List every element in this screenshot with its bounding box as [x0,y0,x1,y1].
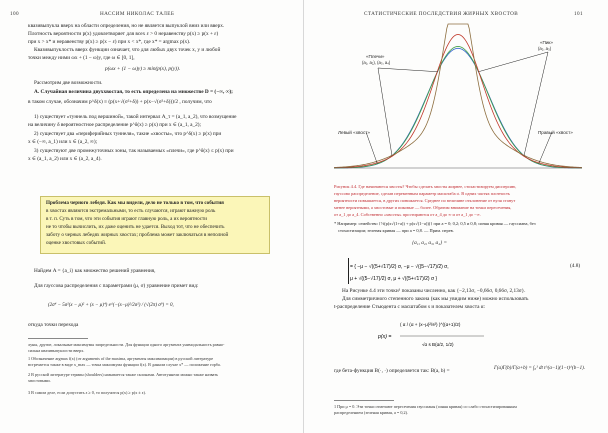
figure-caption-line: гауссово распределение, сделав переменным параметр масштаба σ. В одних частях плотность [334,191,510,196]
fat-tails-chart [326,20,590,180]
translator-note: * Например: семейство {½(p(x√(1+a)) + p(x√(1−a)))} при a = 0; 0,2; 0,5 и 0,8; синяя кривая — гауссиана, без [334,221,536,226]
left-page [0,0,303,433]
tail-pointer [539,132,552,164]
svg-text:= { −μ − √((5+√17)/2) σ, −μ −: = { −μ − √((5+√17)/2) σ, −μ − √((5−√17)/2) σ, [350,264,449,270]
text-line: На Рисунке 4.4 эти точки¹ показаны численно, как {−2,13σ, −0,66σ, 0,66σ, 2,13σ}. [342,288,526,294]
box-line: оценке хвостовых событий. [46,240,107,246]
text-line: в таком случае, обозначим p^δ(x) ≡ (p(x+√(σ²+δ)) + p(x−√(σ²+δ)))/2 , получим, что [28,99,212,105]
equation-number: (4.8) [570,263,581,269]
text-line: откуда точки перехода [28,322,79,328]
footnote-line: 1 Обозначение argmax f(x) (от arguments of the maxima, аргументы максимизации) в русской литературе [28,356,214,361]
student-t-formula [378,314,498,358]
footnote-line: хвостовыми. [28,378,51,383]
crossing-pointer [378,68,392,156]
text-line: Плотность вероятности p(x) удовлетворяет для всех ε > 0 неравенству p(x) ≥ p(x + ε) [28,31,219,37]
footnote-line: 2 В русской литературе термин (shoulders) называется также склонами. Автотуннели можно также назвать [28,372,219,377]
text-line: Найдем A = {a_i} как множество решений уравнения, [34,268,156,274]
text-line: x ∈ (a_1, a_2) или x ∈ (a_2, a_4). [28,156,102,162]
text-line: Для гауссова распределения с параметрами (μ, σ) уравнение примет вид: [34,283,199,289]
box-line: в т. п. Суть в том, что эти события играют главную роль, а их вероятности [46,216,207,222]
text-line: 2) существует два «периферийных туннеля», такие «хвосты», что p^δ(x) ≥ p(x) при [34,131,222,137]
text-line: А. Случайная величина двуххвостая, то есть определена на множестве D = (−∞, ∞); [34,89,233,95]
text-line: где бета-функция B(·, ·) определяется так: B(a, b) = [334,368,450,374]
text-line: t-распределение Стьюдента с масштабом s и показателем хвоста α: [334,304,486,310]
text-line: Квазивыпуклость вверх функции означает, что для любых двух точек x, y и любой [34,47,221,53]
translator-note: стохастизации; зеленая кривая — при a = 0,8. — Прим. перев. [338,228,454,233]
svg-text:( α / (α + (x−μ)²/s²) )^((α+1): ( α / (α + (x−μ)²/s²) )^((α+1)/2) [400,322,461,327]
running-title: НАССИМ НИКОЛАС ТАЛЕБ [100,11,175,17]
label-right-tail: Правый «хвост» [538,130,573,135]
crossing-pointer [378,68,438,72]
figure-caption-line: менее вероятными, а хвостовые и пиковые — более. Обратим внимание на точки пересечения, [334,205,512,210]
footnote-rule [334,400,394,401]
box-line: в хвостах являются экстремальными, то есть случаются, играют важную роль [46,208,216,214]
text-line: 3) существуют две промежуточных зоны, так называемых «плечи», где p^δ(x) ≤ p(x) при [34,148,234,154]
crossing-points-formula [348,248,548,286]
text-line: 1) существует «туннель под вершиной», такой интервал A_τ = (a_1, a_2), что возмущение [34,114,237,120]
footnote-line: 3 В самом деле, если допустить ε ≥ 0, то получится p(x) ≥ p(x ± ε). [28,390,146,395]
label-shoulders: «Плечи» [366,54,385,59]
text-line: Рассмотрим две возможности. [34,80,103,86]
label-peak: «Пик» [540,40,553,45]
footnote-line: сильна квазивыпуклости вверх. [28,348,85,353]
text-line: квазивыпукла вверх на области определения, но не является выпуклой вниз или вверх. [28,23,225,29]
footnote-line: распределением (зеленая кривая, a = 0,2). [334,410,409,415]
text-line: при x > x* и неравенству p(x) ≥ p(x − ε) при x < x*, где x* = argmax p(x). [28,39,191,45]
figure-caption-line: вероятности повышается, в других понижается. Среднее по величине отклонение от нуля станут [334,198,516,203]
box-line: Проблема черного лебедя. Как мы видели, дело не только в том, что события [46,200,224,206]
box-line: не то чтобы вычислить, их даже оценить не удается. Выход тот, что не обеспечить [46,224,225,230]
running-title: СТАТИСТИЧЕСКИЕ ПОСЛЕДСТВИЯ ЖИРНЫХ ХВОСТОВ [364,11,519,17]
text-line: x ∈ (−∞, a_1) или x ∈ (a_2, ∞); [28,139,98,145]
footnote-line: 1 При μ = 0. Эти точки отмечают пересечения гауссианы (синяя кривая) со слабо стохастизированным [334,404,517,409]
label-left-tail: Левый «хвост» [338,130,370,135]
formula-gaussian-derivative: (2σ⁴ − 5σ²(x − μ)² + (x − μ)⁴) e^(−(x−μ)²/2σ²) / (√(2π) σ⁹) = 0, [48,303,174,308]
svg-text:μ + √((5−√17)/2) σ, μ + √((5+√: μ + √((5−√17)/2) σ, μ + √((5+√17)/2) σ } [350,276,438,282]
svg-text:p(x) =: p(x) = [378,334,392,340]
right-page [304,0,608,433]
label-peak-sub: (a₂, a₃) [538,46,552,51]
crossing-pointer [478,52,548,72]
svg-text:√α s B(α/2, 1/2): √α s B(α/2, 1/2) [422,342,454,347]
text-line: на величину δ вероятностное распределение p^δ(x) ≥ p(x) при x ∈ (a_1, a_2); [28,122,202,128]
figure-caption-line: от a_1 до a_4. Собственно «хвосты» простираются от a_4 до ∞ и от a_1 до −∞. [334,212,481,217]
crossing-pointer [524,52,548,156]
page-number: 100 [10,11,19,17]
beta-formula: Γ(a)Γ(b)/Γ(a+b) = ∫₀¹ dt t^(a−1)(1−t)^(b−1). [494,366,586,371]
footnote-rule [28,338,88,339]
text-line: Для симметричного степенного закона (как мы увидим ниже) можно использовать [342,296,529,302]
crossing-points-lhs: {a₁, a₂, a₃, a₄} = [412,240,448,246]
page-number: 101 [574,11,583,17]
formula-quasiconcave: p(ωx + (1 − ω)y) ≥ min(p(x), p(y)). [105,66,181,72]
figure-caption-line: Рисунок 4.4. Где начинаются хвосты? Чтобы сделать хвосты жирнее, стохастизируем дисперсию, [334,184,517,189]
text-line: точки между ними ωx + (1 − ω)y, где ω ∈ [0, 1], [28,55,135,61]
box-line: заботу о черных лебедях жирных хвостах; проблема может заключаться в неполной [46,232,229,238]
footnote-line: луны, другие, локальные максимумы запредельности. Для функции одного аргумента унимодальность равно- [28,342,225,347]
tail-pointer [366,132,377,164]
label-shoulders-sub: (a₁, a₂), (a₃, a₄) [362,60,391,65]
footnote-line: встречается также в виде x_max — точка максимума функции f(x). В данном случае x* — положение горба. [28,362,221,367]
